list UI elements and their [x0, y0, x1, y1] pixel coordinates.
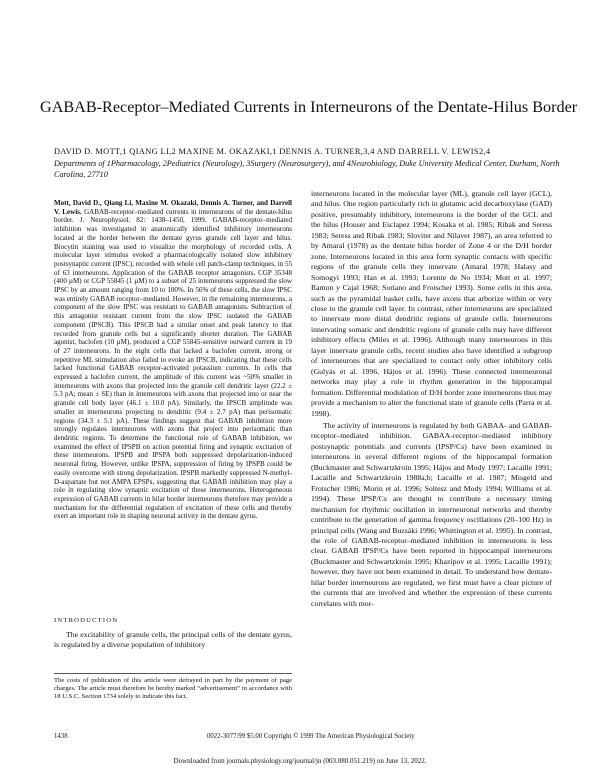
footnote-divider [54, 673, 292, 674]
abstract [54, 199, 292, 521]
article-title: GABAB-Receptor–Mediated Currents in Interneurons of the Dentate-Hilus Border [40, 98, 578, 116]
download-notice: Downloaded from journals.physiology.org/journal/jn (003.080.051.219) on June 13, 2022. [173, 757, 427, 765]
right-column [311, 189, 552, 609]
introduction-paragraph: The excitability of granule cells, the principal cells of the dentate gyrus, is regulated by a diverse population of inhibitory [54, 630, 292, 650]
page-number: 1438 [54, 733, 68, 740]
abstract-citation: Mott, David D., Qiang Li, Maxine M. Okazaki, Dennis A. Turner, and Darrell V. Lewis. [54, 199, 292, 216]
author-affiliations: Departments of 1Pharmacology, 2Pediatrics (Neurology), 3Surgery (Neurosurgery), and 4Neurobiology, Duke University Medical Center, Durham, North Carolina, 27710 [54, 159, 560, 179]
introduction-block [54, 630, 292, 651]
publication-cost-footnote: The costs of publication of this article were defrayed in part by the payment of page charges. The article must therefore be hereby marked “advertisement” in accordance with 18 U.S.C. Section 1734 solely to indicate this fact. [54, 677, 292, 701]
copyright-line: 0022-3077/99 $5.00 Copyright © 1999 The American Physiological Society [207, 733, 415, 740]
body-paragraph-2: The activity of interneurons is regulated by both GABAA- and GABAB-receptor–mediated inhibition. GABAA-receptor–mediated inhibitory postsynaptic potentials and currents (IPSP/Cs) have been examined in interneurons in several different regions of the hippocampal formation (Buckmaster and Schwartzkroin 1995; Hájos and Mody 1997; Lacaille 1991; Lacaille and Schwartzkroin 1988a,b; Lacaille et al. 1987; Misgeld and Frotscher 1986; Morin et al. 1996; Soltesz and Mody 1994; Williams et al. 1994). These IPSP/Cs are thought to contribute a necessary timing mechanism for rhythmic oscillation in interneuronal networks and thereby contribute to the generation of gamma frequency oscillations (20–100 Hz) in principal cells (Wang and Buzsáki 1996; Whittington et al. 1995). In contrast, the role of GABAB-receptor–mediated inhibition in interneurons is less clear. GABAB IPSP/Cs have been reported in hippocampal interneurons (Buckmaster and Schwartzkroin 1995; Khazipov et al. 1995; Lacaille 1991); however, they have not been examined in detail. To understand how dentate-hilar border interneurons are regulated, we first must have a clear picture of the currents that are involved and whether the expression of these currents correlates with mor- [311, 420, 552, 608]
author-list: DAVID D. MOTT,1 QIANG LI,2 MAXINE M. OKAZAKI,1 DENNIS A. TURNER,3,4 AND DARRELL V. LEWIS2,4 [54, 147, 491, 156]
abstract-column [54, 199, 292, 521]
abstract-text: GABAB-receptor–mediated currents in interneurons of the dentate-hilus border. J. Neurophysiol. 82: 1438–1450, 1999. GABAB-receptor–mediated inhibition was investigated in anatomically identified inhibitory interneurons located at the border between the dentate gyrus granule cell layer and hilus. Biocytin staining was used to visualize the morphology of recorded cells. A molecular layer stimulus evoked a pharmacologically isolated slow inhibitory postsynaptic current (IPSC), recorded with whole cell patch-clamp techniques, in 55 of 63 interneurons. Application of the GABAB receptor antagonists, CGP 35348 (400 µM) or CGP 55845 (1 µM) to a subset of 25 interneurons suppressed the slow IPSC by an amount ranging from 10 to 100%. In 56% of these cells, the slow IPSC was entirely GABAB receptor–mediated. However, in the remaining interneurons, a component of the slow IPSC was resistant to GABAB antagonists. Subtraction of this antagonist resistant current from the slow IPSC isolated the GABAB component (IPSCB). This IPSCB had a similar onset and peak latency to that recorded from granule cells but a significantly shorter duration. The GABAB agonist, baclofen (10 µM), produced a CGP 55845-sensitive outward current in 19 of 27 interneurons. In the eight cells that lacked a baclofen current, strong or repetitive ML stimulation also failed to evoke an IPSCB, indicating that these cells lacked functional GABAB receptor-activated potassium currents. In cells that expressed a baclofen current, the amplitude of this current was ~50% smaller in interneurons with axons that projected into the granule cell dendritic layer (22.2 ± 5.3 pA; mean ± SE) than in interneurons with axons that projected into or near the granule cell body layer (46.1 ± 10.0 pA). Similarly, the IPSCB amplitude was smaller in interneurons projecting to dendritic (9.4 ± 2.7 pA) than perisomatic regions (34.3 ± 5.1 pA). These findings suggest that GABAB inhibition more strongly regulates interneurons with axons that project into perisomatic than dendritic regions. To determine the functional role of GABAB inhibition, we examined the effect of IPSPB on action potential firing and synaptic excitation of these interneurons. IPSPB and IPSPA both suppressed depolarization-induced neuronal firing. However, unlike IPSPA, suppression of firing by IPSPB could be easily overcome with strong depolarization. IPSPB markedly suppressed N-methyl-D-aspartate but not AMPA EPSPs, suggesting that GABAB inhibition may play a role in regulating slow synaptic excitation of these interneurons. Heterogeneous expression of GABAB currents in hilar border interneurons therefore may provide a mechanism for the differential regulation of excitation of these cells and thereby exert an important role in shaping neuronal activity in the dentate gyrus. [54, 207, 293, 521]
body-paragraph-1: interneurons located in the molecular layer (ML), granule cell layer (GCL), and hilus. One region particularly rich in glutamic acid decarboxylase (GAD) positive, presumably inhibitory, interneurons is the border of the GCL and the hilus (Houser and Esclapez 1994; Kosaka et al. 1985; Ribak and Seress 1983; Seress and Ribak 1983; Sloviter and Nilaver 1987), an area referred to by Amaral (1978) as the dentate hilus border of Zone 4 or the D/H border zone. Interneurons located in this area form synaptic contacts with specific regions of the granule cells they innervate (Amaral 1978; Halasy and Somogyi 1993; Han et al. 1993; Lorente de No 1934; Mott et al. 1997; Ramon y Cajal 1968; Soriano and Frotscher 1993). Some cells in this area, such as the pyramidal basket cells, have axons that arborize within or very close to the granule cell layer. In contrast, other interneurons are specialized to innervate more distal dendritic regions of granule cells. Interneurons innervating somatic and dendritic regions of granule cells may have different inhibitory effects (Miles et al. 1996). Although many interneurons in this layer innervate granule cells, recent studies also have identified a subgroup of interneurons that are specialized to contact only other inhibitory cells (Gulyás et al. 1996, Hájos et al. 1996). These connected interneuronal networks may play a role in rhythm generation in the hippocampal formation. Differential modulation of D/H border zone interneurons thus may provide a mechanism to alter the functional state of granule cells (Parra et al. 1998). [311, 189, 552, 418]
section-heading-introduction: INTRODUCTION [54, 617, 119, 624]
